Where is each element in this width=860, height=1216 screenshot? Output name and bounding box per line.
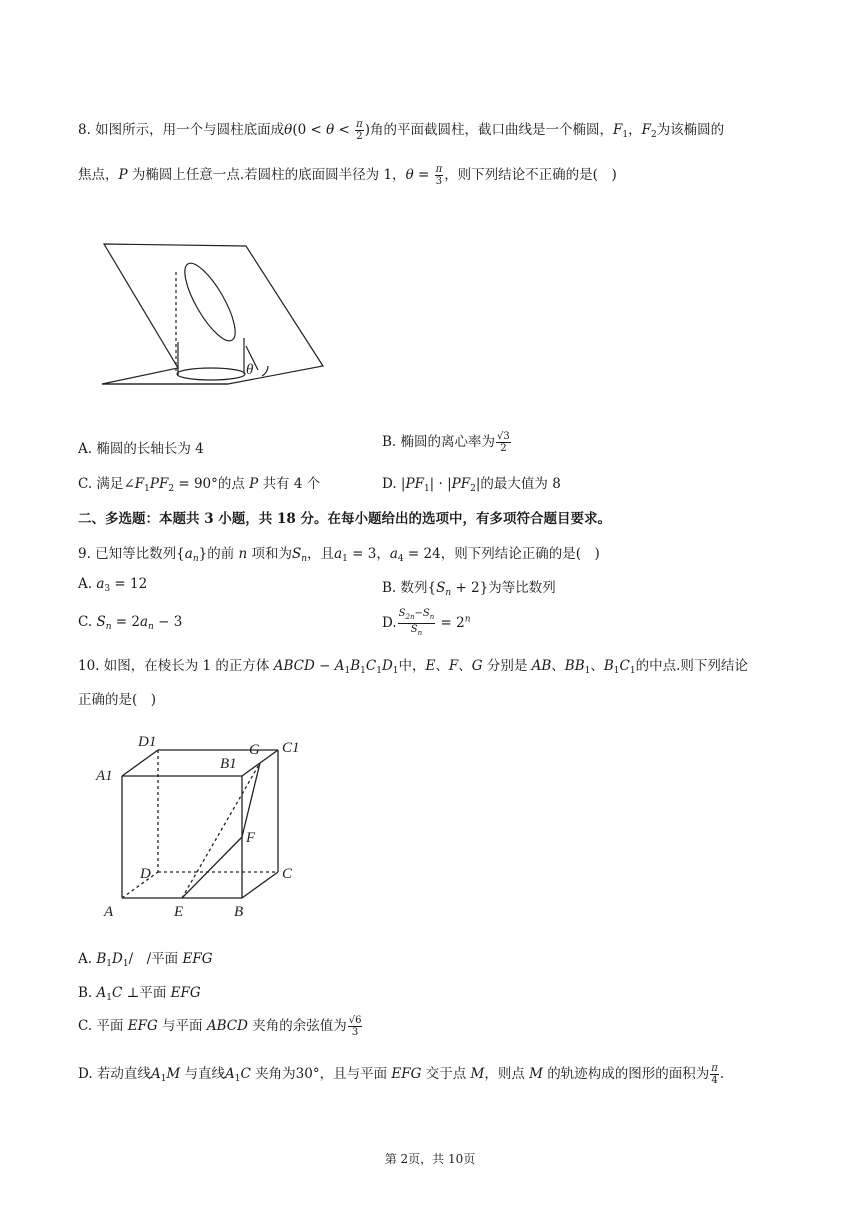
q10-option-a-suffix: 平面	[151, 951, 179, 967]
q9-stem: 9. 已知等比数列$\{a_n\}$的前 n 项和为$S_n$，且$a_1 = 3$，$a_4 = 24$，则下列结论正确的是( )	[78, 546, 600, 564]
q10-option-a-label: A.	[78, 951, 93, 967]
q10-stem-c: 分别是	[486, 658, 528, 674]
q10-option-a[interactable]: A. $B_1D_1/$ /平面 EFG	[78, 951, 213, 969]
q10-option-d-f: 的轨迹构成的图形的面积为	[547, 1066, 710, 1082]
q10-stem-b: 中，	[398, 658, 426, 674]
label-b: B	[234, 904, 244, 920]
q9-stem-a: 9. 已知等比数列	[78, 546, 177, 562]
q10-option-c-label: C. 平面	[78, 1018, 124, 1034]
q10-option-d-a: D. 若动直线	[78, 1066, 151, 1082]
q9-stem-b: 的前	[207, 546, 235, 562]
q8-stem-line1: 8. 如图所示，用一个与圆柱底面成θ(0 < θ < $\frac{\pi}{2}$ )角的平面截圆柱，截口曲线是一个椭圆，$F_1$，$F_2$为该椭圆的	[78, 119, 725, 142]
q8-option-a-text: A. 椭圆的长轴长为 4	[78, 441, 204, 457]
q9-stem-e: ，	[376, 546, 390, 562]
q8-option-a[interactable]	[78, 437, 204, 457]
label-a: A	[104, 904, 114, 920]
q10-option-b[interactable]: B. $A_1C$ ⊥平面 EFG	[78, 985, 201, 1003]
q10-option-c-suffix: 夹角的余弦值为	[252, 1018, 347, 1034]
q8-stem-text-c: 为该椭圆的	[656, 122, 725, 138]
q9-option-c-label: C.	[78, 614, 93, 630]
q8-option-d-text: D.	[382, 476, 397, 492]
q8-stem-line2-b: 为椭圆上任意一点.若圆柱的底面圆半径为 1，	[131, 167, 406, 183]
label-e: E	[174, 904, 184, 920]
q10-option-b-suffix: 平面	[139, 985, 167, 1001]
page-footer: 第 2页，共 10页	[384, 1152, 476, 1166]
label-d: D	[140, 866, 151, 882]
q9-option-d-label: D.	[382, 615, 397, 631]
q8-option-c[interactable]: C. 满足$\angle F_1PF_2 = 90^\circ$的点 P 共有 4 个	[78, 476, 321, 494]
q9-option-d[interactable]: D. $\frac{S_{2n}-S_n}{S_n}$ = $2^n$	[382, 608, 471, 637]
q10-option-b-label: B.	[78, 985, 93, 1001]
q10-option-d-e: ，则点	[484, 1066, 525, 1082]
label-a1: A1	[96, 768, 113, 784]
q10-stem-line1: 10. 如图，在棱长为 1 的正方体 ABCD − $A_1B_1C_1D_1$中，E、F、G 分别是 AB、$BB_1$、$B_1C_1$的中点.则下列结论	[78, 658, 748, 676]
q10-option-d-d: 交于点	[425, 1066, 467, 1082]
q10-option-d-c: 夹角为30°，且与平面	[255, 1066, 388, 1082]
q9-option-b-suffix: 为等比数列	[488, 580, 556, 596]
q8-option-c-text: C. 满足	[78, 476, 124, 492]
q10-option-d-b: 与直线	[184, 1066, 226, 1082]
q10-option-c[interactable]: C. 平面 EFG 与平面 ABCD 夹角的余弦值为 $\frac{√6}{3}$	[78, 1015, 362, 1038]
q10-stem-a: 10. 如图，在棱长为 1 的正方体	[78, 658, 270, 674]
label-c: C	[282, 866, 293, 882]
q9-stem-d: ，且	[307, 546, 335, 562]
section-heading: 二、多选题：本题共 3 小题，共 18 分。在每小题给出的选项中，有多项符合题目要求。	[78, 511, 611, 527]
q9-stem-c: 项和为	[251, 546, 293, 562]
q10-stem-line2: 正确的是( )	[78, 692, 157, 708]
cylinder-figure	[98, 238, 330, 394]
q10-option-c-mid: 与平面	[162, 1018, 203, 1034]
q10-stem-d: 的中点.则下列结论	[635, 658, 748, 674]
q8-option-d[interactable]: D. $|PF_1| \cdot |PF_2|$的最大值为 8	[382, 476, 561, 494]
q9-option-b-label: B. 数列	[382, 580, 428, 596]
q8-option-c-end: 共有 4 个	[262, 476, 321, 492]
label-b1: B1	[220, 756, 237, 772]
q8-stem-line2-a: 焦点，	[78, 167, 119, 183]
cube-figure	[94, 728, 309, 924]
q8-option-c-suffix: 的点	[217, 476, 245, 492]
q8-stem-text-b: 角的平面截圆柱，截口曲线是一个椭圆，	[369, 122, 613, 138]
q9-option-a[interactable]: A. $a_3 = 12$	[78, 576, 148, 594]
q8-option-b-text: B. 椭圆的离心率为	[382, 434, 496, 450]
label-g: G	[249, 742, 260, 758]
q8-stem-text: 8. 如图所示，用一个与圆柱底面成	[78, 122, 285, 138]
q10-option-d[interactable]: D. 若动直线$A_1M$ 与直线$A_1C$ 夹角为30°，且与平面 EFG 交于点 M，则点 M 的轨迹构成的图形的面积为 $\frac{\pi}{4}$ .	[78, 1063, 725, 1086]
q8-option-d-suffix: 的最大值为 8	[480, 476, 561, 492]
label-f: F	[246, 830, 256, 846]
label-d1: D1	[138, 734, 157, 750]
q9-stem-f: ，则下列结论正确的是( )	[440, 546, 600, 562]
q9-option-c[interactable]: C. $S_n = 2a_n - 3$	[78, 614, 183, 632]
q9-option-a-label: A.	[78, 576, 93, 592]
q8-option-b[interactable]: B. 椭圆的离心率为 $\frac{√3}{2}$	[382, 431, 510, 454]
q8-stem-line2: 焦点，P 为椭圆上任意一点.若圆柱的底面圆半径为 1，θ = $\frac{\pi}{3}$ ，则下列结论不正确的是( )	[78, 164, 617, 187]
q9-option-b[interactable]: B. 数列$\{S_n + 2\}$为等比数列	[382, 580, 556, 598]
label-c1: C1	[282, 740, 300, 756]
q8-stem-line2-c: ，则下列结论不正确的是( )	[444, 167, 617, 183]
theta-label: θ	[246, 362, 254, 378]
